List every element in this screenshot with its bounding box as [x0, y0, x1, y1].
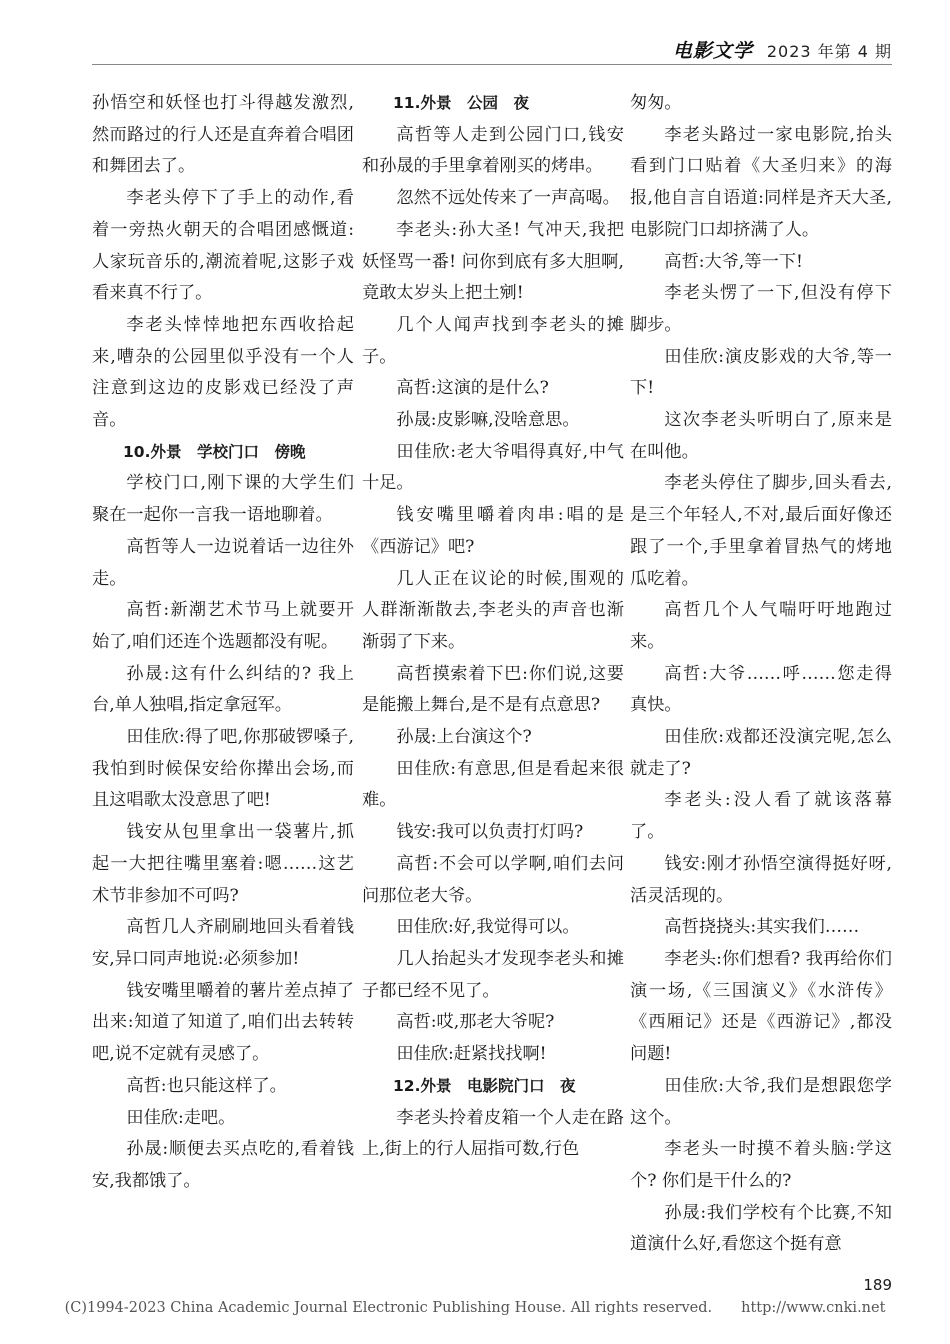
- paragraph: 孙悟空和妖怪也打斗得越发激烈,然而路过的行人还是直奔着合唱团和舞团去了。: [92, 93, 354, 177]
- paragraph: 李老头一时摸不着头脑:学这个? 你们是干什么的?: [630, 1139, 892, 1191]
- paragraph: 高哲摸索着下巴:你们说,这要是能搬上舞台,是不是有点意思?: [362, 663, 624, 716]
- paragraph: 李老头停下了手上的动作,看着一旁热火朝天的合唱团感慨道:人家玩音乐的,潮流着呢,这影子戏看来真不行了。: [92, 188, 354, 304]
- paragraph: 钱安:刚才孙悟空演得挺好呀,活灵活现的。: [630, 853, 892, 906]
- paragraph: 孙晟:皮影嘛,没啥意思。: [396, 410, 580, 431]
- paragraph: 钱安嘴里嚼着的薯片差点掉了出来:知道了知道了,咱们出去转转吧,说不定就有灵感了。: [92, 980, 354, 1065]
- paragraph: 高哲:这演的是什么?: [396, 378, 549, 399]
- paragraph: 几人正在议论的时候,围观的人群渐渐散去,李老头的声音也渐渐弱了下来。: [362, 568, 624, 652]
- paragraph: 高哲:也只能这样了。: [126, 1075, 287, 1096]
- paragraph: 孙晟:顺便去买点吃的,看着钱安,我都饿了。: [92, 1139, 354, 1191]
- journal-logo: 电影文学: [672, 40, 753, 62]
- paragraph: 高哲等人走到公园门口,钱安和孙晟的手里拿着刚买的烤串。: [362, 124, 624, 177]
- paragraph: 田佳欣:赶紧找找啊!: [396, 1044, 547, 1065]
- text-column-middle: [362, 88, 624, 1166]
- text-column-right: [630, 88, 892, 1261]
- paragraph: 高哲几个人气喘吁吁地跑过来。: [630, 600, 892, 652]
- paragraph: 高哲挠挠头:其实我们……: [664, 917, 860, 938]
- paragraph: 几个人闻声找到李老头的摊子。: [362, 314, 624, 367]
- paragraph: 高哲等人一边说着话一边往外走。: [92, 536, 354, 589]
- paragraph: 学校门口,刚下课的大学生们聚在一起你一言我一语地聊着。: [92, 473, 354, 526]
- paragraph: 李老头悻悻地把东西收拾起来,嘈杂的公园里似乎没有一个人注意到这边的皮影戏已经没了声音。: [92, 314, 354, 431]
- paragraph: 钱安嘴里嚼着肉串:唱的是《西游记》吧?: [362, 505, 624, 557]
- paragraph: 田佳欣:得了吧,你那破锣嗓子,我怕到时候保安给你撵出会场,而且这唱歌太没意思了吧!: [92, 727, 354, 811]
- header-rule: [92, 64, 892, 65]
- scene-heading: 10.外景 学校门口 傍晚: [123, 442, 306, 461]
- paragraph: 几人抬起头才发现李老头和摊子都已经不见了。: [362, 948, 624, 1001]
- paragraph: 田佳欣:戏都还没演完呢,怎么就走了?: [630, 727, 892, 779]
- paragraph: 高哲:不会可以学啊,咱们去问问那位老大爷。: [362, 853, 624, 906]
- paragraph: 高哲几人齐刷刷地回头看着钱安,异口同声地说:必须参加!: [92, 917, 354, 969]
- paragraph: 孙晟:这有什么纠结的? 我上台,单人独唱,指定拿冠军。: [92, 663, 354, 716]
- paragraph: 李老头停住了脚步,回头看去,是三个年轻人,不对,最后面好像还跟了一个,手里拿着冒热气的烤地瓜吃着。: [630, 473, 892, 589]
- paragraph: 孙晟:我们学校有个比赛,不知道演什么好,看您这个挺有意: [630, 1202, 892, 1255]
- paragraph: 田佳欣:老大爷唱得真好,中气十足。: [362, 441, 624, 494]
- text-column-left: [92, 88, 354, 1198]
- paragraph: 李老头:没人看了就该落幕了。: [630, 790, 892, 843]
- paragraph: 李老头愣了一下,但没有停下脚步。: [630, 283, 892, 335]
- paragraph: 高哲:哎,那老大爷呢?: [396, 1012, 555, 1033]
- paragraph: 高哲:新潮艺术节马上就要开始了,咱们还连个选题都没有呢。: [92, 600, 354, 652]
- copyright-footer: (C)1994-2023 China Academic Journal Electronic Publishing House. All rights reserved. http://www.cnki.net: [64, 1300, 886, 1316]
- page-number: 189: [863, 1276, 892, 1294]
- paragraph: 匆匆。: [630, 93, 682, 113]
- paragraph: 田佳欣:演皮影戏的大爷,等一下!: [630, 346, 892, 399]
- paragraph: 田佳欣:好,我觉得可以。: [396, 917, 580, 938]
- paragraph: 钱安:我可以负责打灯吗?: [396, 822, 584, 843]
- paragraph: 李老头拎着皮箱一个人走在路上,街上的行人屈指可数,行色: [362, 1107, 624, 1160]
- paragraph: 田佳欣:大爷,我们是想跟您学这个。: [630, 1075, 892, 1128]
- paragraph: 李老头:孙大圣! 气冲天,我把妖怪骂一番! 问你到底有多大胆啊,竟敢太岁头上把土剜!: [362, 219, 624, 304]
- paragraph: 李老头:你们想看? 我再给你们演一场,《三国演义》《水浒传》《西厢记》还是《西游记》,都没问题!: [630, 948, 892, 1065]
- paragraph: 高哲:大爷,等一下!: [664, 251, 803, 272]
- paragraph: 田佳欣:走吧。: [126, 1107, 236, 1128]
- scene-heading: 12.外景 电影院门口 夜: [393, 1076, 576, 1095]
- scene-heading: 11.外景 公园 夜: [393, 94, 529, 112]
- paragraph: 忽然不远处传来了一声高喝。: [396, 188, 620, 209]
- paragraph: 孙晟:上台演这个?: [396, 727, 532, 748]
- running-header: [673, 36, 892, 63]
- paragraph: 钱安从包里拿出一袋薯片,抓起一大把往嘴里塞着:嗯……这艺术节非参加不可吗?: [92, 822, 354, 906]
- paragraph: 高哲:大爷……呼……您走得真快。: [630, 663, 892, 716]
- issue-label: 2023 年第 4 期: [766, 42, 892, 61]
- paragraph: 这次李老头听明白了,原来是在叫他。: [630, 410, 892, 462]
- paragraph: 田佳欣:有意思,但是看起来很难。: [362, 758, 624, 811]
- paragraph: 李老头路过一家电影院,抬头看到门口贴着《大圣归来》的海报,他自言自语道:同样是齐天大圣,电影院门口却挤满了人。: [630, 124, 892, 240]
